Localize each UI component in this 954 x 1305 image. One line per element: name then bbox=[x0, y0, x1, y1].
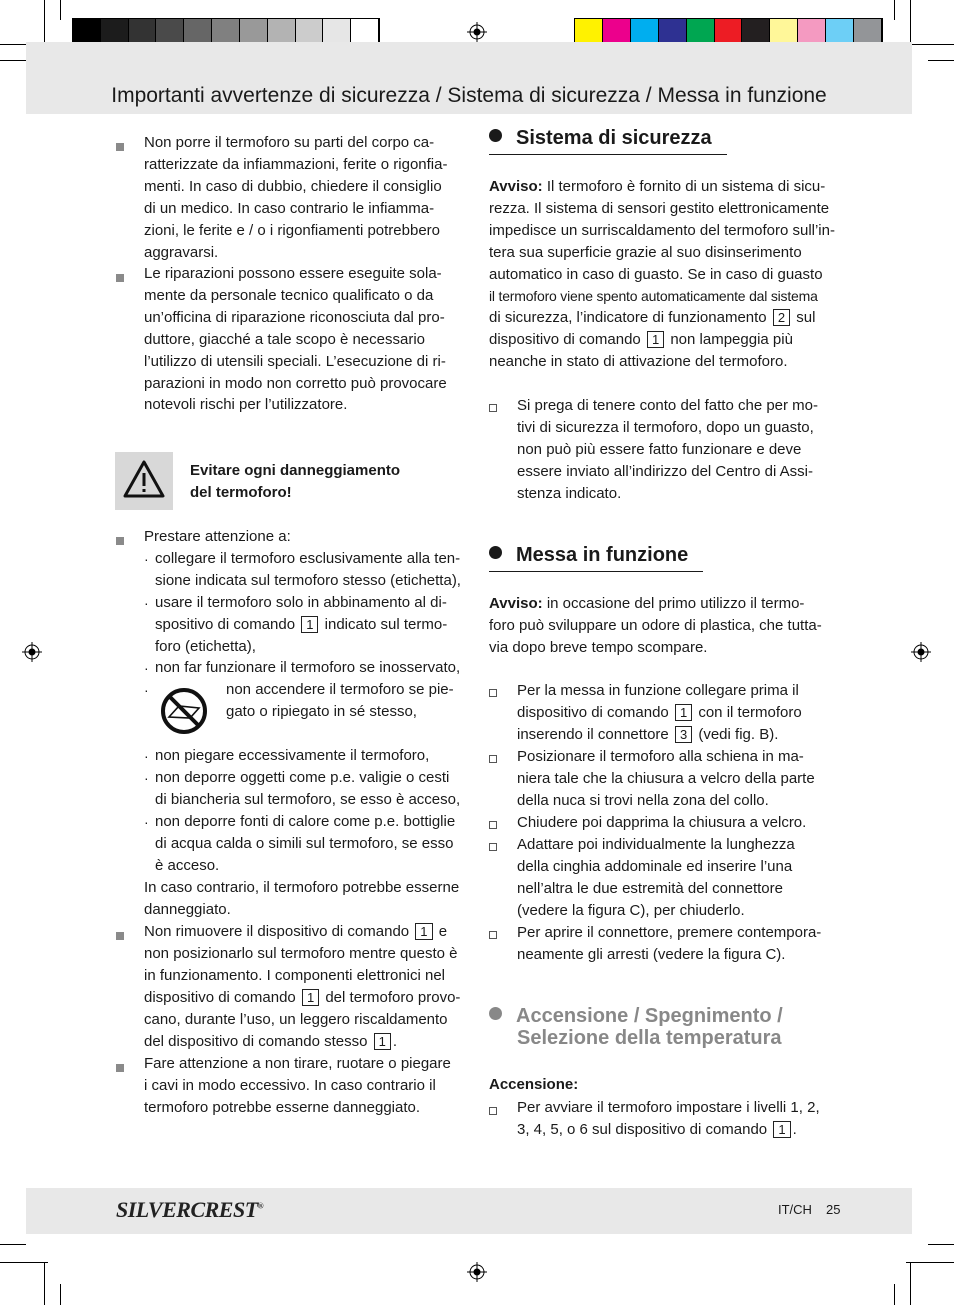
heading-underline bbox=[489, 154, 727, 155]
sub-item: collegare il termoforo esclusivamente alla ten- sione indicata sul termoforo stesso (etichetta), bbox=[155, 550, 461, 589]
crop-mark bbox=[0, 1262, 48, 1263]
crop-mark bbox=[894, 0, 895, 20]
section-heading-accensione: Accensione / Spegnimento / Selezione della temperatura bbox=[489, 1005, 783, 1049]
checkbox-bullet bbox=[489, 404, 497, 412]
locale-label: IT/CH bbox=[778, 1202, 812, 1217]
paragraph: In caso contrario, il termoforo potrebbe esserne danneggiato. bbox=[144, 879, 460, 918]
dash-bullet: · bbox=[144, 770, 149, 786]
reference-number: 1 bbox=[415, 923, 432, 940]
crop-mark bbox=[0, 1244, 26, 1245]
list-item: Per la messa in funzione collegare prima il dispositivo di comando 1 con il termoforo inserendo il connettore 3 (vedi fig. B). bbox=[517, 682, 802, 743]
paragraph: Avviso: Il termoforo è fornito di un sistema di sicu- rezza. Il sistema di sensori gestito elettronicamente impedisce un surriscaldamento del termoforo sull’in- tera sua superficie grazie al suo disinserimento automatico in caso di guasto. Se in caso di guasto il termoforo viene spento automaticamente dal sistema di sicurezza, l’indicatore di funzionamento 2 sul dispositivo di comando 1 non lampeggia più neanche in stato di attivazione del termoforo. bbox=[489, 178, 835, 371]
reference-number: 2 bbox=[773, 309, 790, 326]
crop-mark bbox=[928, 60, 954, 61]
registration-mark-icon bbox=[467, 1262, 487, 1282]
reference-number: 1 bbox=[374, 1033, 391, 1050]
list-item: Adattare poi individualmente la lunghezza della cinghia addominale ed inserire l’una nell’altra le due estremità del connettore (vedere la figura C), per chiuderlo. bbox=[517, 836, 795, 919]
page-number: 25 bbox=[826, 1202, 841, 1217]
checkbox-bullet bbox=[489, 689, 497, 697]
checkbox-bullet bbox=[489, 931, 497, 939]
no-fold-icon bbox=[157, 684, 211, 738]
dash-bullet: · bbox=[144, 814, 149, 830]
list-item: Per aprire il connettore, premere contempora- neamente gli arresti (vedere la figura C). bbox=[517, 924, 822, 963]
list-item: Le riparazioni possono essere eseguite sola- mente da personale tecnico qualificato o da un’officina di riparazione riconosciuta dal pro- duttore, giacché a tale scopo è necessario l’utilizzo di utensili speciali. L’esecuzione di ri- parazioni in modo non corretto può provocare notevoli rischi per l’utilizzatore. bbox=[144, 265, 447, 414]
heading-underline bbox=[489, 571, 703, 572]
crop-mark bbox=[894, 1284, 895, 1305]
bullet-square bbox=[116, 537, 124, 545]
sub-item: usare il termoforo solo in abbinamento al di- spositivo di comando 1 indicato sul termo- foro (etichetta), bbox=[155, 594, 448, 655]
list-item: Chiudere poi dapprima la chiusura a velcro. bbox=[517, 814, 807, 831]
section-heading-messa: Messa in funzione bbox=[489, 545, 688, 567]
sub-item: non accendere il termoforo se pie- gato o ripiegato in sé stesso, bbox=[226, 681, 454, 720]
subheading: Accensione: bbox=[489, 1076, 579, 1093]
heading-bullet bbox=[489, 129, 502, 142]
sub-item: non far funzionare il termoforo se inosservato, bbox=[155, 659, 461, 676]
registration-mark-icon bbox=[911, 642, 931, 662]
registration-mark-icon bbox=[22, 642, 42, 662]
brand-logo: SILVERCREST® bbox=[116, 1197, 264, 1222]
crop-mark bbox=[44, 1262, 45, 1305]
checkbox-bullet bbox=[489, 821, 497, 829]
heading-bullet bbox=[489, 1007, 502, 1020]
heading-bullet bbox=[489, 546, 502, 559]
dash-bullet: · bbox=[144, 660, 149, 676]
warning-text: Evitare ogni danneggiamento del termoforo! bbox=[190, 462, 401, 501]
bullet-square bbox=[116, 932, 124, 940]
warning-triangle-icon bbox=[115, 452, 173, 510]
sub-item: non deporre oggetti come p.e. valigie o cesti di biancheria sul termoforo, se esso è acceso, bbox=[155, 769, 461, 808]
dash-bullet: · bbox=[144, 551, 149, 567]
checkbox-bullet bbox=[489, 843, 497, 851]
checkbox-bullet bbox=[489, 1107, 497, 1115]
list-item: Posizionare il termoforo alla schiena in ma- niera tale che la chiusura a velcro della parte della nuca si trovi nella zona del collo. bbox=[517, 748, 815, 809]
crop-mark bbox=[928, 1244, 954, 1245]
bullet-square bbox=[116, 1064, 124, 1072]
list-item: Non porre il termoforo su parti del corpo ca- ratterizzate da infiammazioni, ferite o rigonfia- menti. In caso di dubbio, chiedere il consiglio di un medico. In caso contrario le infiamma- zioni, le ferite e / o i rigonfiamenti potrebbero aggravarsi. bbox=[144, 134, 448, 261]
sub-item: non deporre fonti di calore come p.e. bottiglie di acqua calda o simili sul termoforo, se esso è acceso. bbox=[155, 813, 456, 874]
list-item: Si prega di tenere conto del fatto che per mo- tivi di sicurezza il termoforo, dopo un guasto, non può più essere fatto funzionare e deve essere inviato all’indirizzo del Centro di Assi- stenza indicato. bbox=[517, 397, 819, 502]
crop-mark bbox=[60, 0, 61, 20]
crop-mark bbox=[910, 1262, 911, 1305]
crop-mark bbox=[906, 44, 954, 45]
reference-number: 1 bbox=[773, 1121, 790, 1138]
dash-bullet: · bbox=[144, 682, 149, 698]
reference-number: 1 bbox=[302, 989, 319, 1006]
section-heading-sicurezza: Sistema di sicurezza bbox=[489, 128, 712, 150]
dash-bullet: · bbox=[144, 748, 149, 764]
checkbox-bullet bbox=[489, 755, 497, 763]
crop-mark bbox=[0, 60, 26, 61]
paragraph: Avviso: in occasione del primo utilizzo il termo- foro può sviluppare un odore di plastica, che tutta- via dopo breve tempo scompare. bbox=[489, 595, 822, 656]
bullet-square bbox=[116, 274, 124, 282]
reference-number: 1 bbox=[647, 331, 664, 348]
crop-mark bbox=[906, 1262, 954, 1263]
registration-mark-icon bbox=[467, 22, 487, 42]
warning-box bbox=[115, 452, 173, 510]
list-item: Per avviare il termoforo impostare i livelli 1, 2, 3, 4, 5, o 6 sul dispositivo di comando 1 . bbox=[517, 1099, 820, 1138]
bullet-square bbox=[116, 143, 124, 151]
page-title: Importanti avvertenze di sicurezza / Sistema di sicurezza / Messa in funzione bbox=[111, 84, 827, 107]
list-item: Non rimuovere il dispositivo di comando 1 e non posizionarlo sul termoforo mentre questo è in funzionamento. I componenti elettronici nel dispositivo di comando 1 del termoforo provo- cano, durante l’uso, un leggero riscaldamento del dispositivo di comando stesso 1 . bbox=[144, 923, 461, 1050]
reference-number: 3 bbox=[675, 726, 692, 743]
reference-number: 1 bbox=[301, 616, 318, 633]
crop-mark bbox=[910, 0, 911, 44]
reference-number: 1 bbox=[675, 704, 692, 721]
sub-item: non piegare eccessivamente il termoforo, bbox=[155, 747, 430, 764]
dash-bullet: · bbox=[144, 595, 149, 611]
list-item-intro: Prestare attenzione a: bbox=[144, 528, 291, 545]
crop-mark bbox=[44, 0, 45, 44]
list-item: Fare attenzione a non tirare, ruotare o piegare i cavi in modo eccessivo. In caso contrario il termoforo potrebbe esserne danneggiato. bbox=[144, 1055, 451, 1116]
crop-mark bbox=[60, 1284, 61, 1305]
